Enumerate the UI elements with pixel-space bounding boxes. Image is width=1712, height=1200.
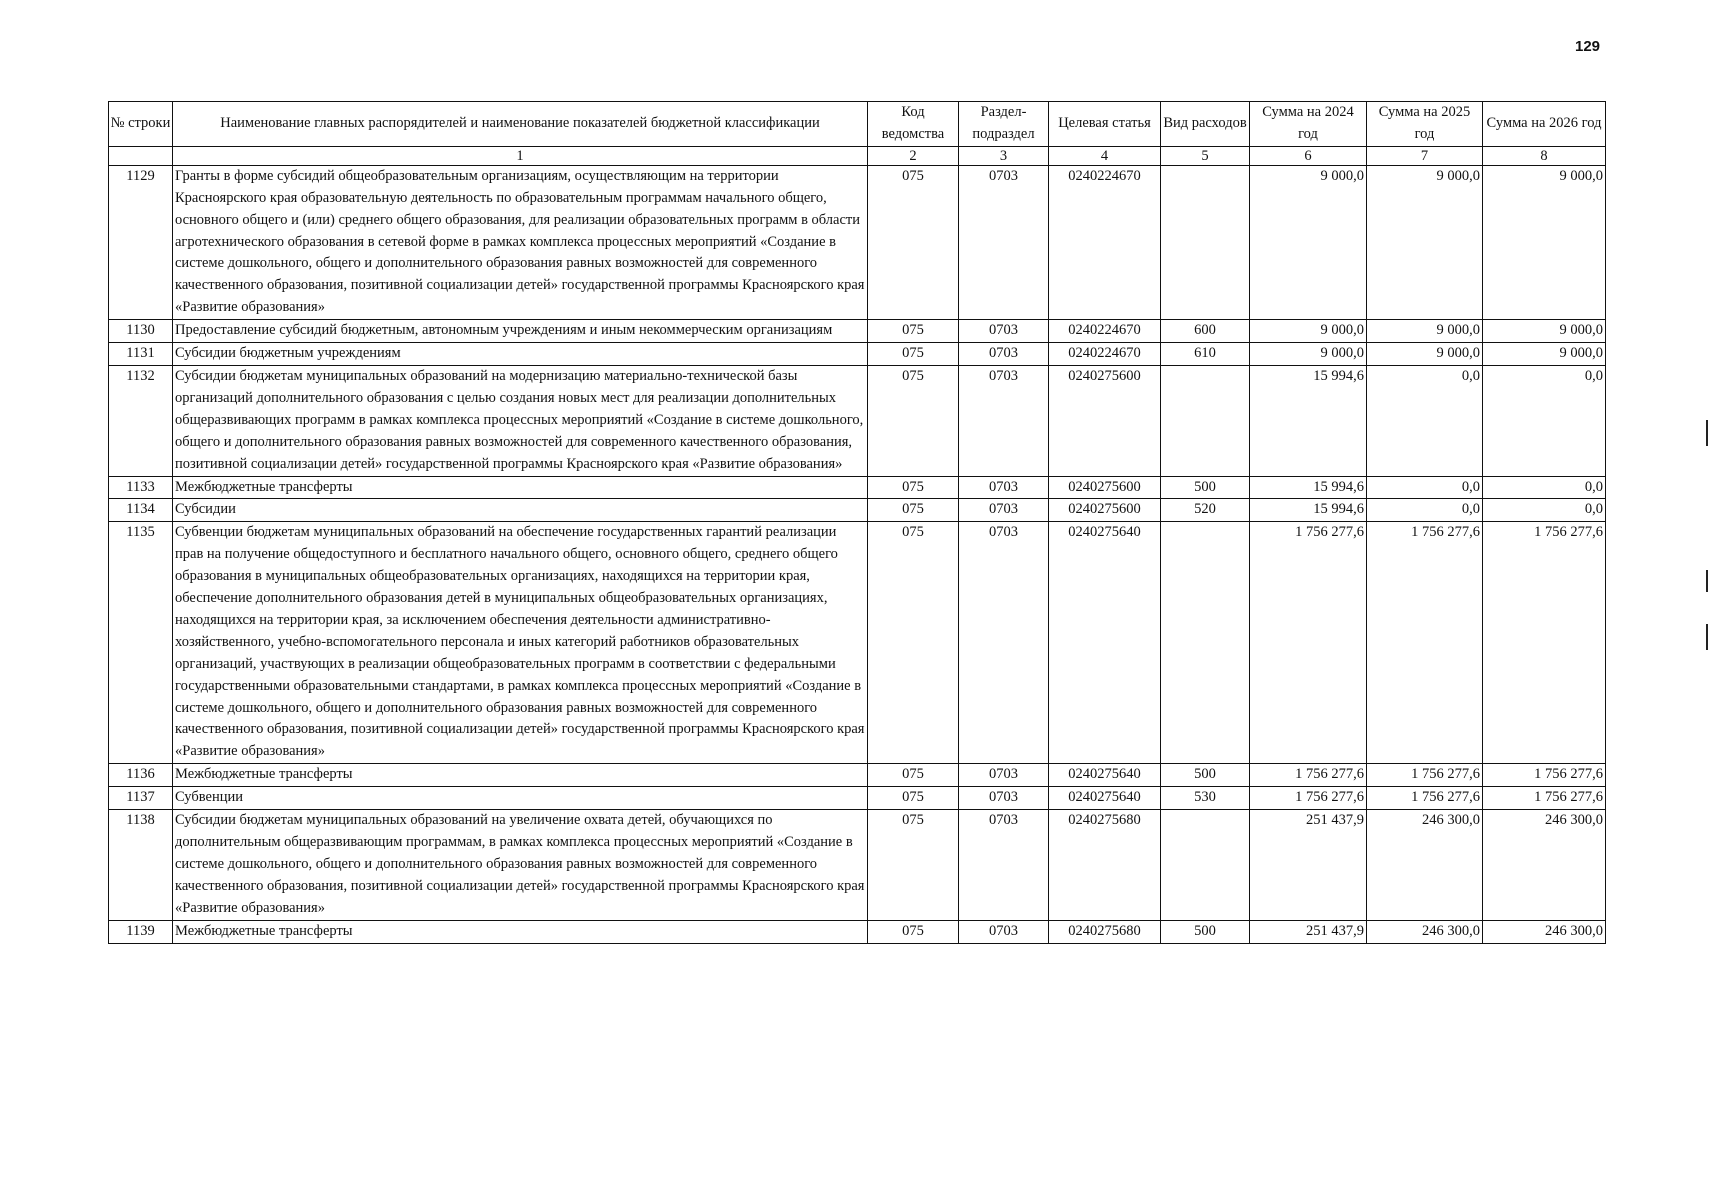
page-number: 129 (1575, 38, 1601, 55)
row-name-cell: Гранты в форме субсидий общеобразовательным организациям, осуществляющим на территории Красноярского края образовательную деятельность по образовательным программам начального общего, основного общего и (или) среднего общего образования, для реализации образовательных программ в области агротехнического образования в сетевой форме в рамках комплекса процессных мероприятий «Создание в системе дошкольного, общего и дополнительного образования равных возможностей для современного качественного образования, позитивной социализации детей» государственной программы Красноярского края «Развитие образования» (173, 165, 868, 319)
table-row (109, 476, 1606, 499)
table-row (109, 499, 1606, 522)
row-number-cell: 1137 (109, 787, 173, 810)
row-name-cell: Субсидии бюджетам муниципальных образований на увеличение охвата детей, обучающихся по дополнительным общеразвивающим программам, в рамках комплекса процессных мероприятий «Создание в системе дошкольного, общего и дополнительного образования равных возможностей для современного качественного образования, позитивной социализации детей» государственной программы Красноярского края «Развитие образования» (173, 810, 868, 921)
sum-2026-cell: 0,0 (1483, 499, 1606, 522)
sum-2025-cell: 9 000,0 (1367, 320, 1483, 343)
department-code-cell: 075 (868, 365, 959, 476)
row-number-cell: 1133 (109, 476, 173, 499)
sum-2024-cell: 9 000,0 (1250, 320, 1367, 343)
column-number: 4 (1049, 146, 1161, 165)
header-department-code: Код ведомства (868, 102, 959, 147)
sum-2026-cell: 9 000,0 (1483, 343, 1606, 366)
target-item-cell: 0240275600 (1049, 365, 1161, 476)
table-row (109, 522, 1606, 764)
expense-type-cell: 500 (1161, 764, 1250, 787)
section-cell: 0703 (959, 920, 1049, 943)
row-name-cell: Межбюджетные трансферты (173, 764, 868, 787)
row-name-cell: Межбюджетные трансферты (173, 920, 868, 943)
column-number: 8 (1483, 146, 1606, 165)
header-sum-2026: Сумма на 2026 год (1483, 102, 1606, 147)
row-number-cell: 1134 (109, 499, 173, 522)
sum-2024-cell: 1 756 277,6 (1250, 764, 1367, 787)
row-name-cell: Субсидии бюджетным учреждениям (173, 343, 868, 366)
sum-2025-cell: 1 756 277,6 (1367, 522, 1483, 764)
sum-2025-cell: 246 300,0 (1367, 810, 1483, 921)
row-number-cell: 1135 (109, 522, 173, 764)
target-item-cell: 0240275600 (1049, 476, 1161, 499)
table-body (109, 165, 1606, 943)
sum-2024-cell: 9 000,0 (1250, 165, 1367, 319)
header-section: Раздел-подраздел (959, 102, 1049, 147)
table-row (109, 787, 1606, 810)
row-number-cell: 1132 (109, 365, 173, 476)
department-code-cell: 075 (868, 787, 959, 810)
sum-2026-cell: 1 756 277,6 (1483, 764, 1606, 787)
column-numbers-row (109, 146, 1606, 165)
expense-type-cell (1161, 522, 1250, 764)
target-item-cell: 0240224670 (1049, 165, 1161, 319)
column-number: 1 (173, 146, 868, 165)
table-row (109, 764, 1606, 787)
expense-type-cell: 500 (1161, 920, 1250, 943)
scan-margin-mark (1706, 420, 1708, 446)
table-row (109, 810, 1606, 921)
expense-type-cell (1161, 365, 1250, 476)
department-code-cell: 075 (868, 476, 959, 499)
sum-2024-cell: 251 437,9 (1250, 920, 1367, 943)
column-number: 3 (959, 146, 1049, 165)
column-number (109, 146, 173, 165)
expense-type-cell: 600 (1161, 320, 1250, 343)
budget-table (108, 101, 1606, 944)
target-item-cell: 0240224670 (1049, 343, 1161, 366)
sum-2024-cell: 9 000,0 (1250, 343, 1367, 366)
sum-2024-cell: 251 437,9 (1250, 810, 1367, 921)
section-cell: 0703 (959, 787, 1049, 810)
header-target-item: Целевая статья (1049, 102, 1161, 147)
table-row (109, 320, 1606, 343)
table-row (109, 920, 1606, 943)
row-name-cell: Межбюджетные трансферты (173, 476, 868, 499)
row-number-cell: 1138 (109, 810, 173, 921)
expense-type-cell: 500 (1161, 476, 1250, 499)
department-code-cell: 075 (868, 320, 959, 343)
scan-margin-mark (1706, 570, 1708, 592)
target-item-cell: 0240275640 (1049, 522, 1161, 764)
target-item-cell: 0240275680 (1049, 810, 1161, 921)
department-code-cell: 075 (868, 810, 959, 921)
expense-type-cell (1161, 810, 1250, 921)
column-number: 7 (1367, 146, 1483, 165)
row-name-cell: Субсидии бюджетам муниципальных образований на модернизацию материально-технической базы организаций дополнительного образования с целью создания новых мест для реализации дополнительных общеразвивающих программ в рамках комплекса процессных мероприятий «Создание в системе дошкольного, общего и дополнительного образования равных возможностей для современного качественного образования, позитивной социализации детей» государственной программы Красноярского края «Развитие образования» (173, 365, 868, 476)
department-code-cell: 075 (868, 499, 959, 522)
department-code-cell: 075 (868, 764, 959, 787)
target-item-cell: 0240275640 (1049, 764, 1161, 787)
sum-2025-cell: 1 756 277,6 (1367, 787, 1483, 810)
sum-2025-cell: 0,0 (1367, 476, 1483, 499)
row-number-cell: 1131 (109, 343, 173, 366)
sum-2026-cell: 9 000,0 (1483, 165, 1606, 319)
column-number: 6 (1250, 146, 1367, 165)
row-name-cell: Субвенции бюджетам муниципальных образований на обеспечение государственных гарантий реализации прав на получение общедоступного и бесплатного начального общего, основного общего, среднего общего образования в муниципальных общеобразовательных организациях, находящихся на территории края, обеспечение дополнительного образования детей в муниципальных общеобразовательных организациях, находящихся на территории края, за исключением обеспечения деятельности административно-хозяйственного, учебно-вспомогательного персонала и иных категорий работников образовательных организаций, участвующих в реализации общеобразовательных программ в соответствии с федеральными государственными образовательными стандартами, в рамках комплекса процессных мероприятий «Создание в системе дошкольного, общего и дополнительного образования равных возможностей для современного качественного образования, позитивной социализации детей» государственной программы Красноярского края «Развитие образования» (173, 522, 868, 764)
row-name-cell: Предоставление субсидий бюджетным, автономным учреждениям и иным некоммерческим организациям (173, 320, 868, 343)
sum-2024-cell: 15 994,6 (1250, 476, 1367, 499)
sum-2026-cell: 246 300,0 (1483, 810, 1606, 921)
expense-type-cell (1161, 165, 1250, 319)
target-item-cell: 0240224670 (1049, 320, 1161, 343)
header-row (109, 102, 1606, 147)
department-code-cell: 075 (868, 920, 959, 943)
sum-2026-cell: 0,0 (1483, 365, 1606, 476)
section-cell: 0703 (959, 343, 1049, 366)
sum-2024-cell: 15 994,6 (1250, 365, 1367, 476)
row-name-cell: Субсидии (173, 499, 868, 522)
section-cell: 0703 (959, 499, 1049, 522)
scan-margin-mark (1706, 624, 1708, 650)
section-cell: 0703 (959, 476, 1049, 499)
section-cell: 0703 (959, 810, 1049, 921)
sum-2026-cell: 9 000,0 (1483, 320, 1606, 343)
table-header (109, 102, 1606, 166)
target-item-cell: 0240275600 (1049, 499, 1161, 522)
section-cell: 0703 (959, 320, 1049, 343)
department-code-cell: 075 (868, 165, 959, 319)
table-row (109, 343, 1606, 366)
sum-2026-cell: 1 756 277,6 (1483, 787, 1606, 810)
expense-type-cell: 610 (1161, 343, 1250, 366)
department-code-cell: 075 (868, 343, 959, 366)
row-number-cell: 1136 (109, 764, 173, 787)
target-item-cell: 0240275640 (1049, 787, 1161, 810)
sum-2025-cell: 9 000,0 (1367, 165, 1483, 319)
sum-2025-cell: 1 756 277,6 (1367, 764, 1483, 787)
table-row (109, 165, 1606, 319)
row-number-cell: 1139 (109, 920, 173, 943)
sum-2024-cell: 1 756 277,6 (1250, 787, 1367, 810)
sum-2025-cell: 246 300,0 (1367, 920, 1483, 943)
header-row-number: № строки (109, 102, 173, 147)
sum-2025-cell: 0,0 (1367, 499, 1483, 522)
section-cell: 0703 (959, 522, 1049, 764)
expense-type-cell: 530 (1161, 787, 1250, 810)
column-number: 2 (868, 146, 959, 165)
row-number-cell: 1129 (109, 165, 173, 319)
sum-2026-cell: 0,0 (1483, 476, 1606, 499)
department-code-cell: 075 (868, 522, 959, 764)
section-cell: 0703 (959, 165, 1049, 319)
row-number-cell: 1130 (109, 320, 173, 343)
sum-2025-cell: 9 000,0 (1367, 343, 1483, 366)
header-expense-type: Вид расходов (1161, 102, 1250, 147)
sum-2026-cell: 1 756 277,6 (1483, 522, 1606, 764)
sum-2024-cell: 15 994,6 (1250, 499, 1367, 522)
section-cell: 0703 (959, 764, 1049, 787)
column-number: 5 (1161, 146, 1250, 165)
row-name-cell: Субвенции (173, 787, 868, 810)
sum-2024-cell: 1 756 277,6 (1250, 522, 1367, 764)
header-sum-2025: Сумма на 2025 год (1367, 102, 1483, 147)
header-name: Наименование главных распорядителей и наименование показателей бюджетной классификации (173, 102, 868, 147)
expense-type-cell: 520 (1161, 499, 1250, 522)
sum-2026-cell: 246 300,0 (1483, 920, 1606, 943)
sum-2025-cell: 0,0 (1367, 365, 1483, 476)
header-sum-2024: Сумма на 2024 год (1250, 102, 1367, 147)
section-cell: 0703 (959, 365, 1049, 476)
table-row (109, 365, 1606, 476)
target-item-cell: 0240275680 (1049, 920, 1161, 943)
